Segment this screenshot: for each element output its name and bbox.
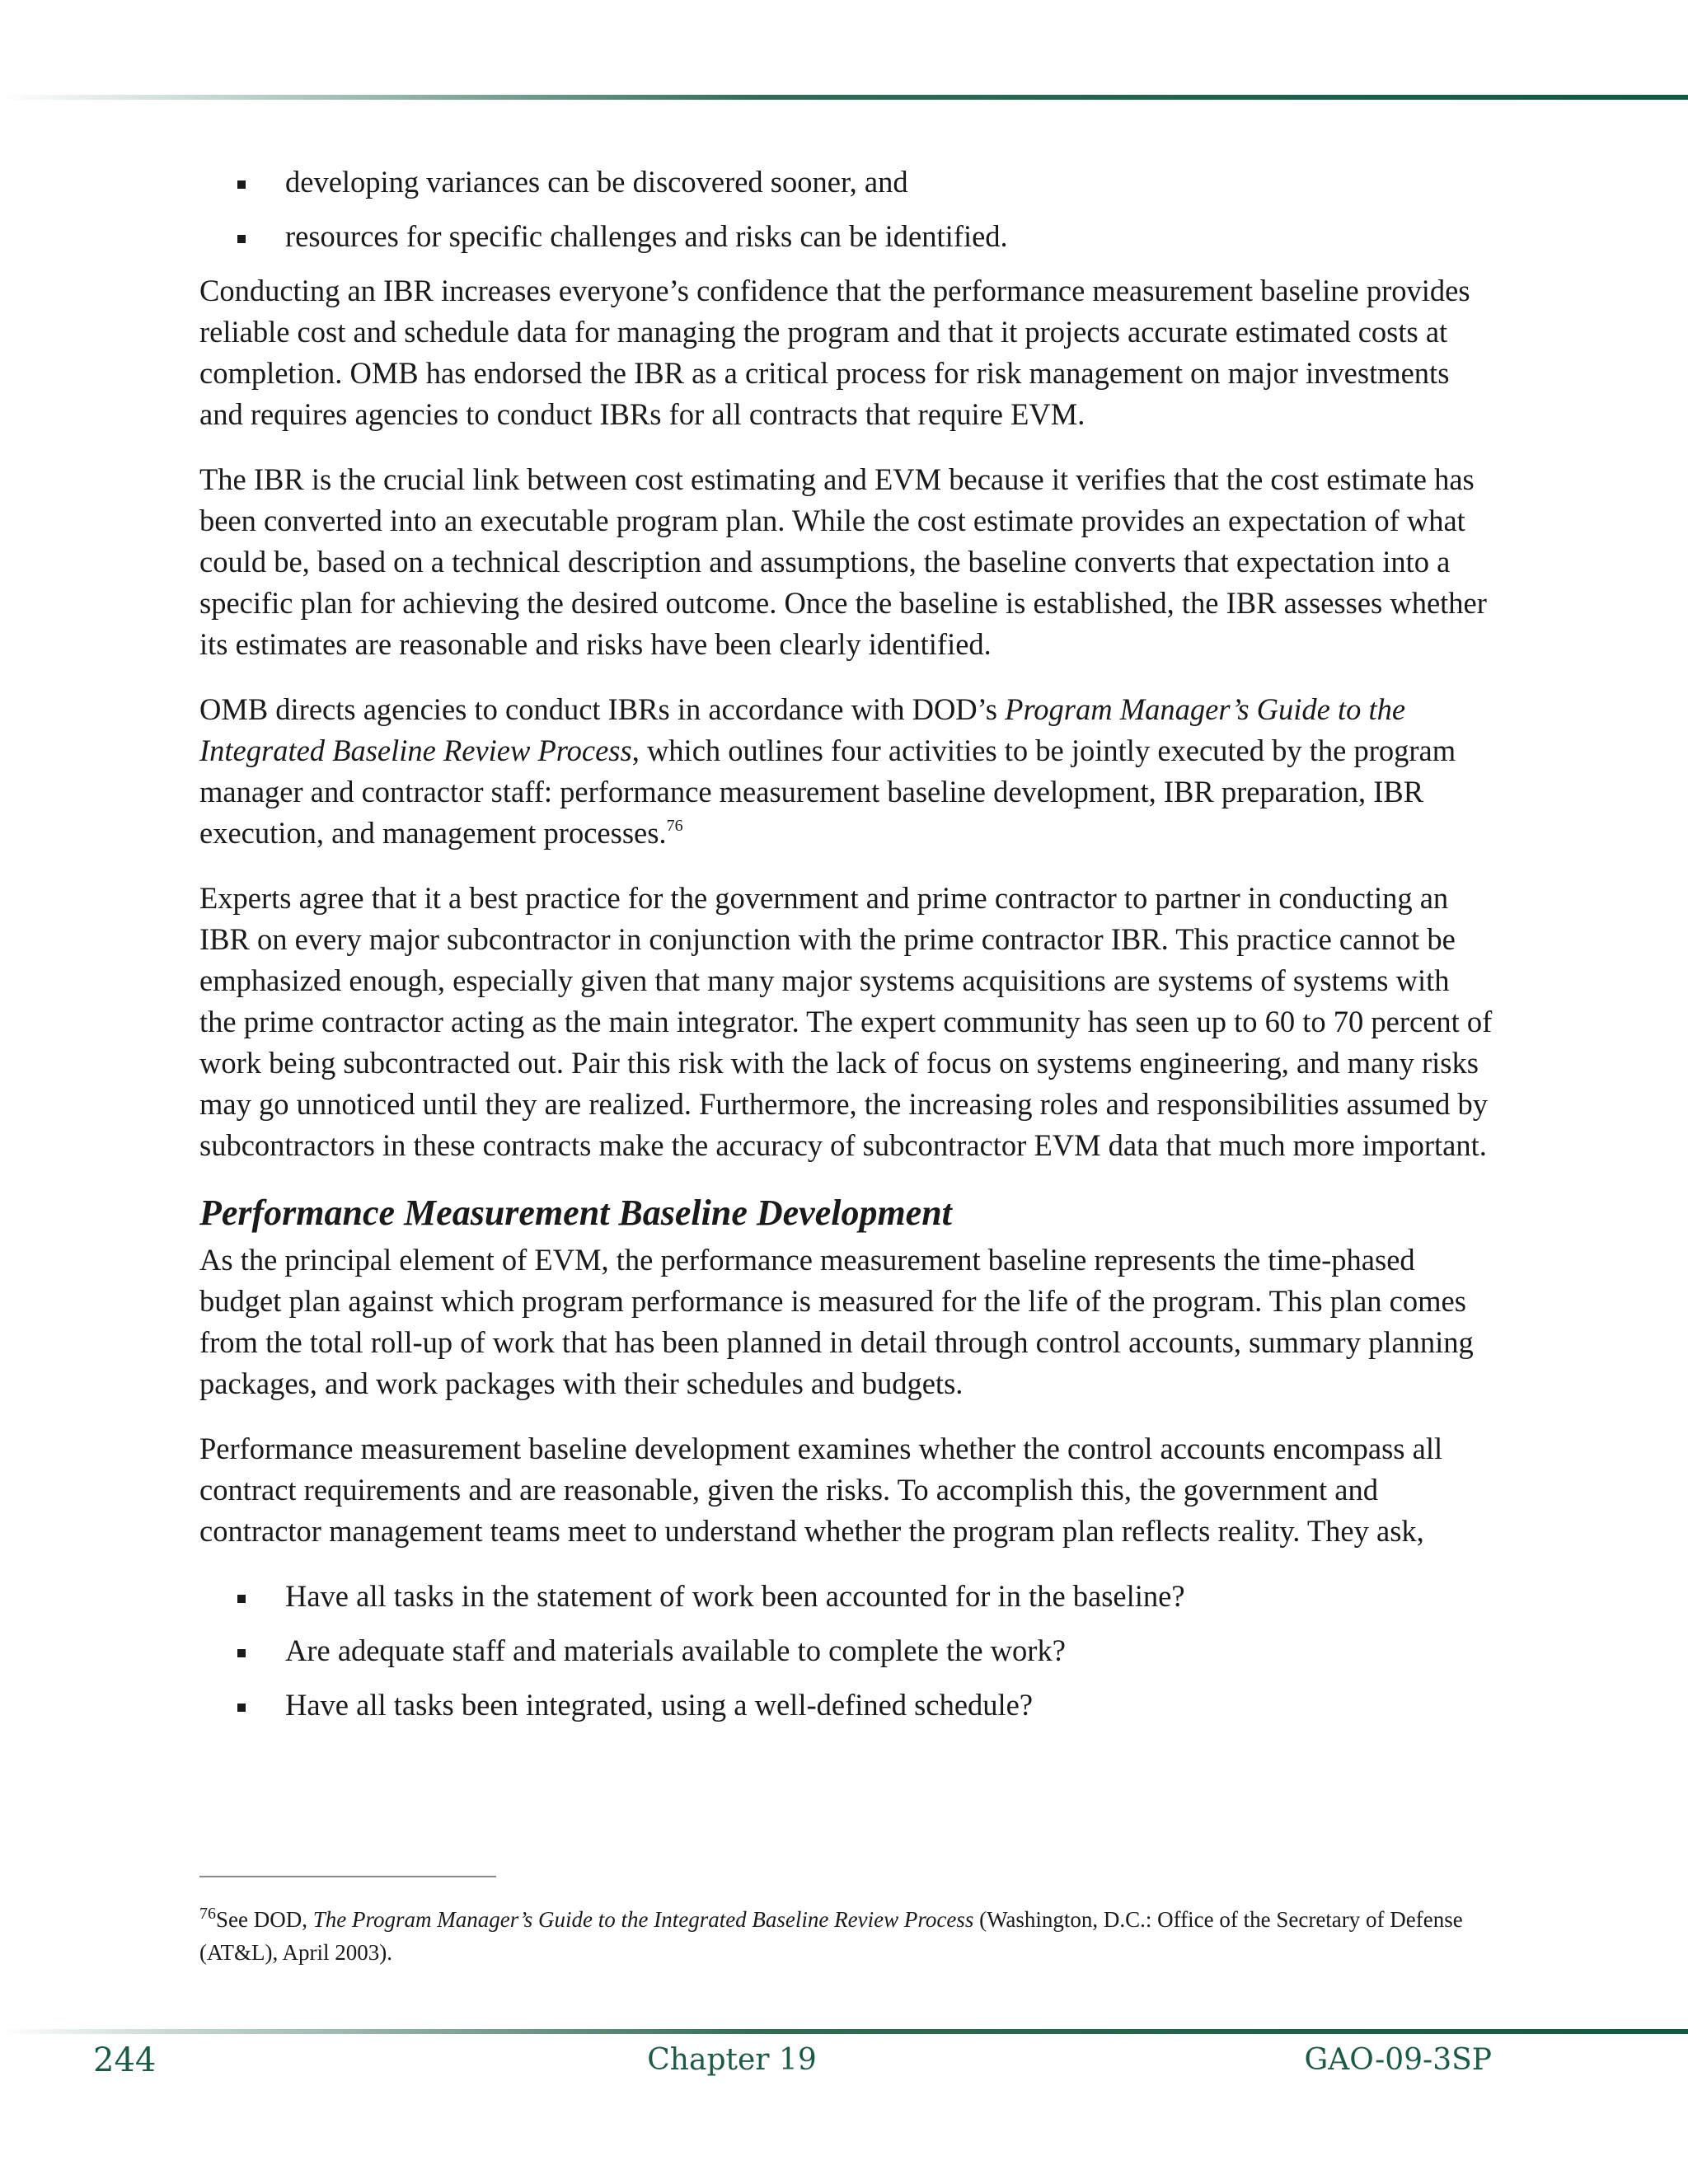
header-rule	[0, 95, 1688, 100]
top-bullet-list	[199, 162, 1493, 257]
chapter-label: Chapter 19	[647, 2043, 817, 2077]
guide-title: Program Manager’s Guide to the Integrated Baseline Review Process	[199, 692, 1406, 767]
paragraph-ibr-link: The IBR is the crucial link between cost estimating and EVM because it verifies that the cost estimate has been converted into an executable program plan. While the cost estimate provides an expectation of what could be, based on a technical description and assumptions, the baseline converts that expectation into a specific plan for achieving the desired outcome. Once the baseline is established, the IBR assesses whether its estimates are reasonable and risks have been clearly identified.	[199, 462, 1487, 661]
footer-rule	[0, 2029, 1688, 2034]
square-bullet-icon	[237, 180, 246, 189]
section-heading: Performance Measurement Baseline Development	[199, 1193, 952, 1233]
footnote-divider	[199, 1876, 496, 1877]
paragraph-omb-directs: OMB directs agencies to conduct IBRs in accordance with DOD’s Program Manager’s Guide to the Integrated Baseline Review Process, which outlines four activities to be jointly executed by the program manager and contractor staff: performance measurement baseline development, IBR preparation, IBR execution, and management processes.$^{76}$	[199, 692, 1456, 850]
list-item: Have all tasks in the statement of work been accounted for in the baseline?	[199, 1576, 1493, 1617]
page-number: 244	[93, 2041, 157, 2079]
document-id: GAO-09-3SP	[1304, 2043, 1492, 2077]
square-bullet-icon	[237, 1704, 246, 1712]
list-item: developing variances can be discovered sooner, and	[199, 162, 1493, 203]
paragraph-principal-element: As the principal element of EVM, the performance measurement baseline represents the time-phased budget plan against which program performance is measured for the life of the program. This plan comes from the total roll-up of work that has been planned in detail through control accounts, summary planning packages, and work packages with their schedules and budgets.	[199, 1243, 1474, 1400]
square-bullet-icon	[237, 1649, 246, 1657]
footnote-reference[interactable]: 76	[666, 816, 683, 835]
square-bullet-icon	[237, 235, 246, 243]
paragraph-ibr-confidence: Conducting an IBR increases everyone’s confidence that the performance measurement baseline provides reliable cost and schedule data for managing the program and that it projects accurate estimated costs at completion. OMB has endorsed the IBR as a critical process for risk management on major investments and requires agencies to conduct IBRs for all contracts that require EVM.	[199, 274, 1470, 431]
list-item: Have all tasks been integrated, using a well-defined schedule?	[199, 1685, 1493, 1726]
list-item: Are adequate staff and materials available to complete the work?	[199, 1630, 1493, 1671]
square-bullet-icon	[237, 1595, 246, 1603]
paragraph-experts-agree: Experts agree that it a best practice for the government and prime contractor to partner in conducting an IBR on every major subcontractor in conjunction with the prime contractor IBR. This practice cannot be emphasized enough, especially given that many major systems acquisitions are systems of systems with the prime contractor acting as the main integrator. The expert community has seen up to 60 to 70 percent of work being subcontracted out. Pair this risk with the lack of focus on systems engineering, and many risks may go unnoticed until they are realized. Furthermore, the increasing roles and responsibilities assumed by subcontractors in these contracts make the accuracy of subcontractor EVM data that much more important.	[199, 881, 1493, 1162]
footnote-number: 76	[199, 1905, 216, 1923]
footnote: $^{76}$See DOD, The Program Manager’s Guide to the Integrated Baseline Review Process (Washington, D.C.: Office of the Secretary of Defense (AT&L), April 2003).	[199, 1905, 1463, 1965]
paragraph-baseline-development: Performance measurement baseline development examines whether the control accounts encompass all contract requirements and are reasonable, given the risks. To accomplish this, the government and contractor management teams meet to understand whether the program plan reflects reality. They ask,	[199, 1432, 1443, 1548]
page-body	[199, 162, 1493, 1739]
footnote-title: The Program Manager’s Guide to the Integrated Baseline Review Process	[312, 1907, 974, 1932]
list-item: resources for specific challenges and risks can be identified.	[199, 216, 1493, 257]
question-bullet-list	[199, 1576, 1493, 1726]
